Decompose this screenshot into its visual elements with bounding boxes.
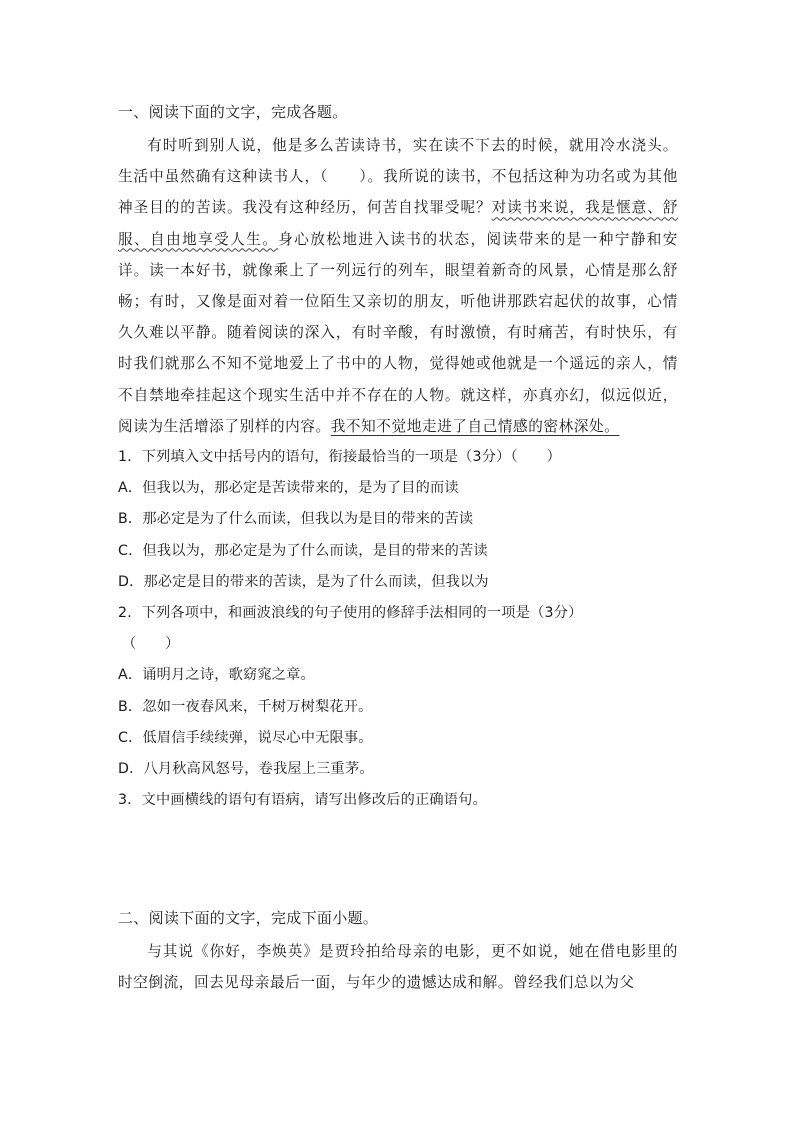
section-2 xyxy=(118,906,678,998)
question-1-stem: 1．下列填入文中括号内的语句，衔接最恰当的一项是（3分）（ ） xyxy=(118,449,561,466)
section-1-heading: 一、阅读下面的文字，完成各题。 xyxy=(118,103,348,121)
wavy-underlined-sentence: 对读书来说，我是惬意、舒服、自由地享受人生。 xyxy=(118,199,678,248)
question-2-option-d: D．八月秋高风怒号，卷我屋上三重茅。 xyxy=(118,761,374,778)
question-2-option-a: A．诵明月之诗，歌窈窕之章。 xyxy=(118,667,315,684)
straight-underlined-sentence: 我不知不觉地走进了自己情感的密林深处。 xyxy=(330,417,620,435)
section-1 xyxy=(118,100,678,816)
question-2-answer-bracket: （ ） xyxy=(122,636,180,653)
question-3-stem: 3．文中画横线的语句有语病，请写出修改后的正确语句。 xyxy=(118,792,487,809)
question-1-option-a: A．但我以为，那必定是苦读带来的，是为了目的而读 xyxy=(118,480,459,497)
passage-text-2: 身心放松地进入读书的状态，阅读带来的是一种宁静和安详。读一本好书，就像乘上了一列远行的列车，眼望着新奇的风景，心情是那么舒畅；有时，又像是面对着一位陌生又亲切的朋友，听他讲那跌宕起伏的故事，心情久久难以平静。随着阅读的深入，有时辛酸，有时激愤，有时痛苦，有时快乐，有时我们就那么不知不觉地爱上了书中的人物，觉得她或他就是一个遥远的亲人，情不自禁地牵挂起这个现实生活中并不存在的人物。就这样，亦真亦幻，似远似近，阅读为生活增添了别样的内容。 xyxy=(118,230,678,435)
question-2-stem: 2．下列各项中，和画波浪线的句子使用的修辞手法相同的一项是（3分） xyxy=(118,605,583,622)
question-2-option-c: C．低眉信手续续弹，说尽心中无限事。 xyxy=(118,729,373,746)
section-2-heading: 二、阅读下面的文字，完成下面小题。 xyxy=(118,909,379,927)
question-1-option-c: C．但我以为，那必定是为了什么而读，是目的带来的苦读 xyxy=(118,542,488,559)
section-2-passage: 与其说《你好，李焕英》是贾玲拍给母亲的电影，更不如说，她在借电影里的时空倒流，回去见母亲最后一面，与年少的遗憾达成和解。曾经我们总以为父 xyxy=(118,943,678,992)
passage-text-1: 有时听到别人说，他是多么苦读诗书，实在读不下去的时候，就用冷水浇头。生活中虽然确有这种读书人，（ ）。我所说的读书，不包括这种为功名或为其他神圣目的的苦读。我没有这种经历，何苦自找罪受呢？ xyxy=(118,137,678,217)
section-1-passage xyxy=(118,130,678,442)
question-2-option-b: B．忽如一夜春风来，千树万树梨花开。 xyxy=(118,698,373,715)
question-1-option-d: D．那必定是目的带来的苦读，是为了什么而读，但我以为 xyxy=(118,573,489,590)
question-1-option-b: B．那必定是为了什么而读，但我以为是目的带来的苦读 xyxy=(118,511,474,528)
